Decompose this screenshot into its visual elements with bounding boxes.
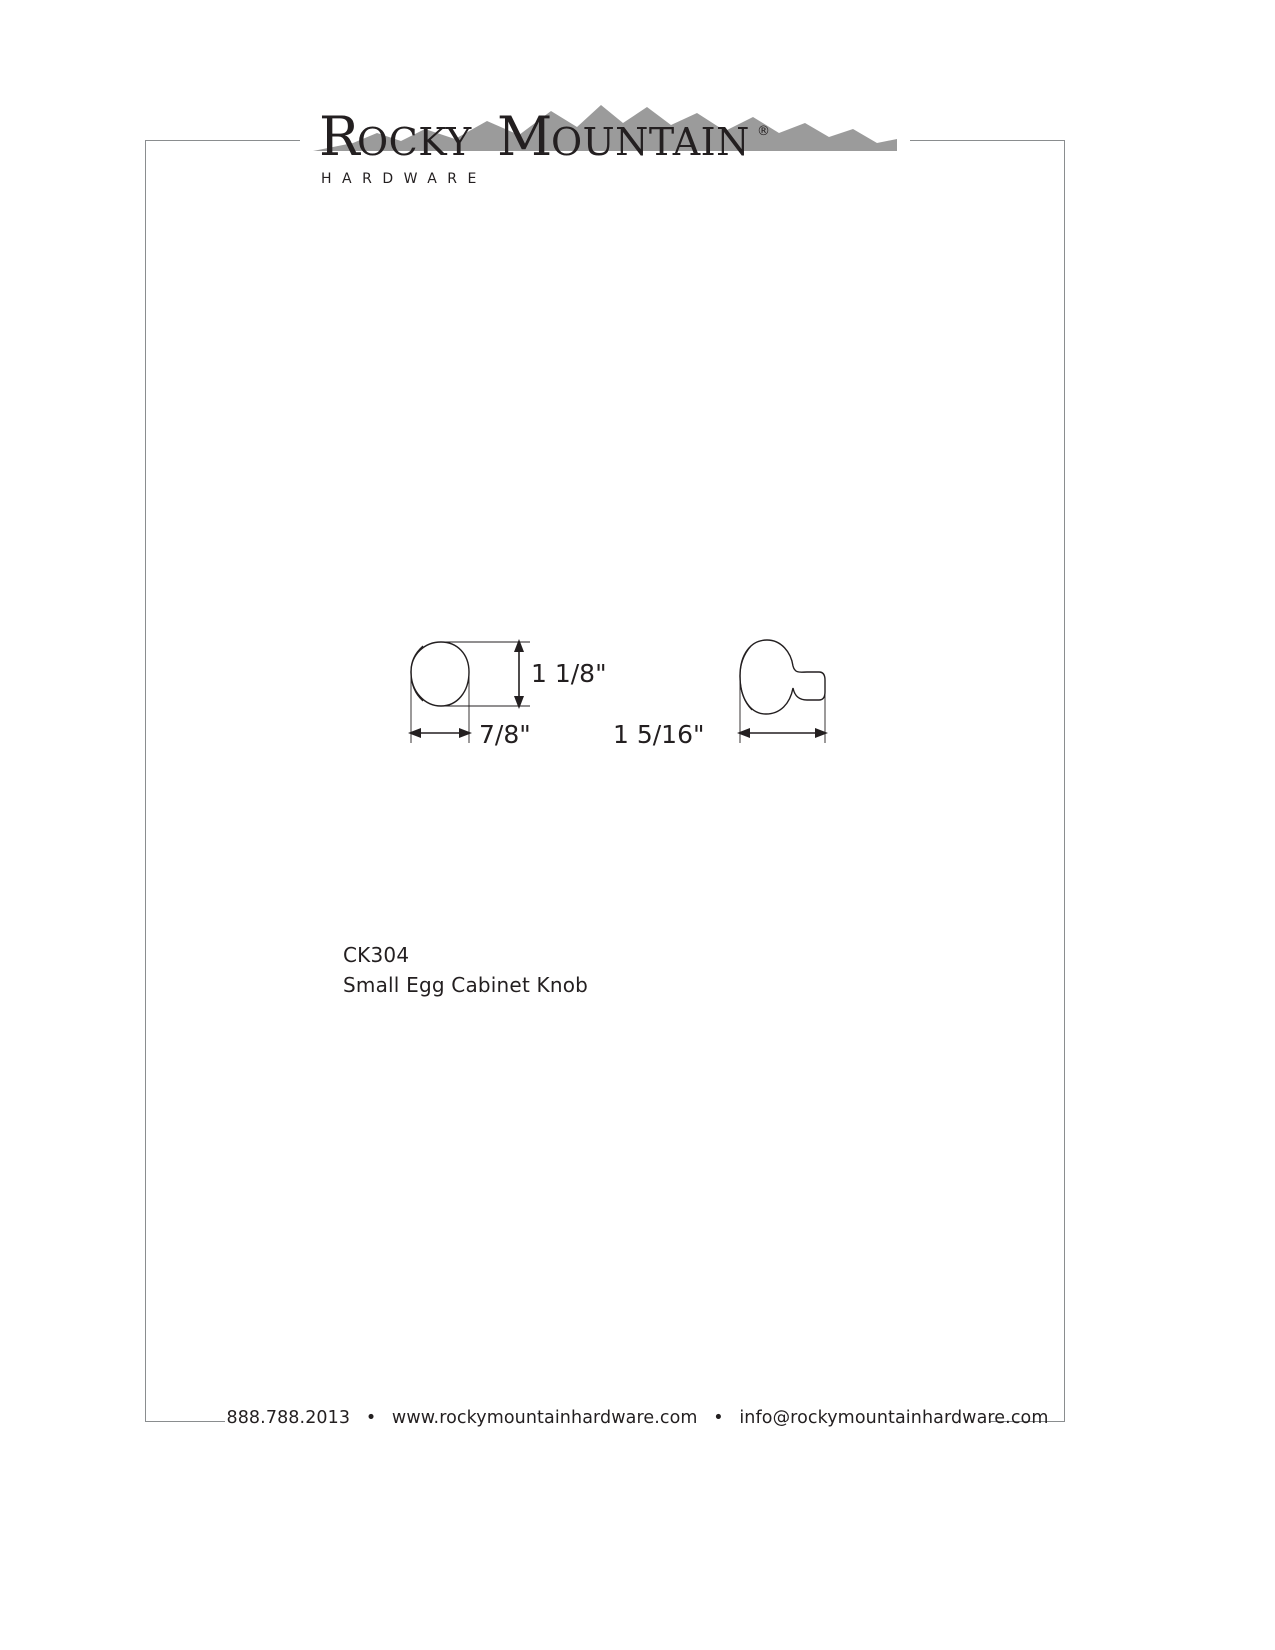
svg-text:HARDWARE: HARDWARE [321,171,487,187]
svg-text:®: ® [757,124,770,139]
arrowhead-right-icon [459,728,472,738]
footer-website-link[interactable]: www.rockymountainhardware.com [391,1408,698,1428]
dim-label-projection: 1 5/16" [613,720,705,749]
footer-separator-1: • [365,1408,377,1428]
brand-logo-svg [305,95,905,195]
technical-drawing-svg [395,630,855,775]
brand-logo [305,95,905,195]
product-caption [343,940,588,1000]
page-border-frame [145,140,1065,1422]
product-sku: CK304 [343,943,410,967]
arrowhead-left-projection-icon [737,728,750,738]
technical-drawing [395,630,855,775]
side-view-egg-knob [740,640,825,714]
product-name: Small Egg Cabinet Knob [343,973,589,997]
dim-label-width: 7/8" [479,720,531,749]
arrowhead-left-icon [408,728,421,738]
footer-email-link[interactable]: info@rockymountainhardware.com [739,1408,1049,1428]
footer-contact [0,1408,1275,1428]
arrowhead-up-icon [514,639,524,652]
arrowhead-right-projection-icon [815,728,828,738]
footer-separator-2: • [713,1408,724,1428]
svg-text:R: R [319,105,361,168]
dim-label-height: 1 1/8" [531,659,607,688]
front-view-egg-knob [411,642,469,706]
svg-text:OCKY: OCKY [357,120,472,164]
arrowhead-down-icon [514,696,524,709]
svg-text:OUNTAIN: OUNTAIN [551,120,750,164]
svg-text:M: M [497,105,553,168]
footer-phone: 888.788.2013 [226,1408,351,1428]
